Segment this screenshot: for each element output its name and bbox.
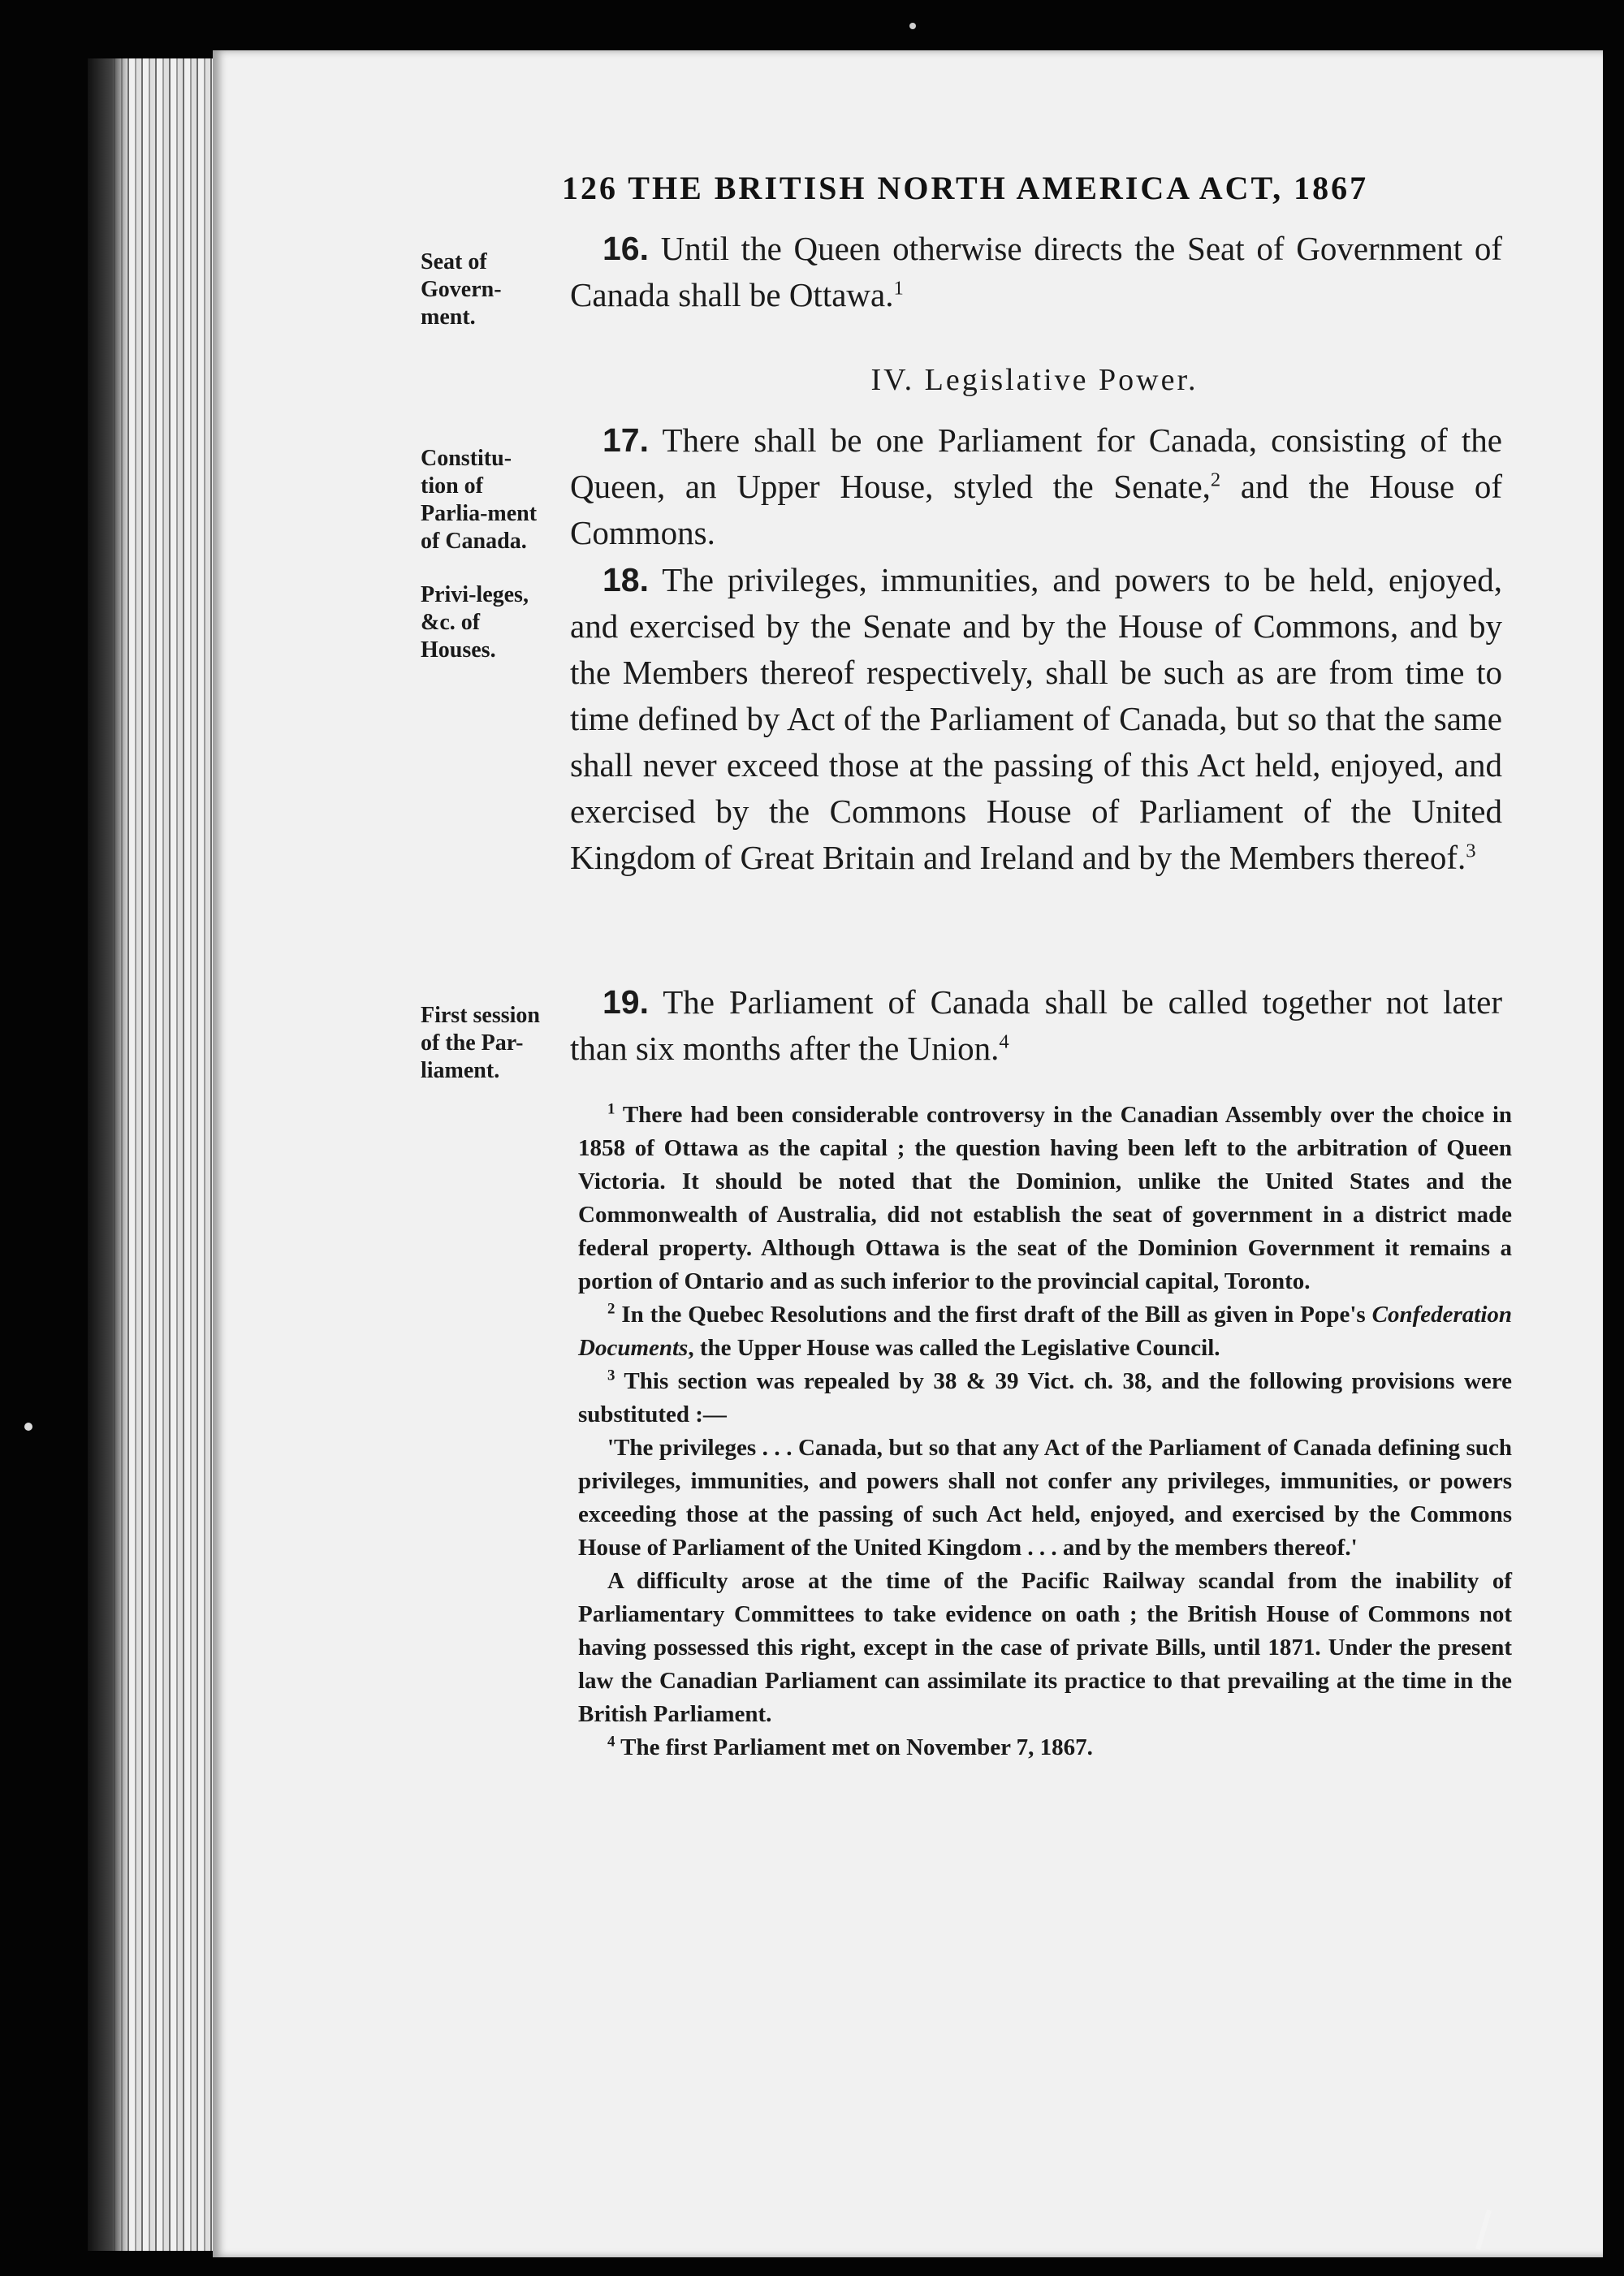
margin-note-privileges: Privi-leges, &c. of Houses. (421, 582, 529, 663)
footnote-text: The first Parliament met on November 7, 1867. (620, 1734, 1093, 1760)
footnote-2 (578, 1298, 1512, 1365)
section-16 (570, 226, 1502, 318)
section-number: 19. (603, 983, 649, 1021)
footnote-3-quote: 'The privileges . . . Canada, but so that any Act of the Parliament of Canada defining such privileges, immunities, and powers shall not confer any privileges, immunities, or powers exceeding those at the passing of such Act held, enjoyed, and exercised by the Commons House of Parliament of the United Kingdom . . . and by the members thereof.' (578, 1435, 1512, 1561)
footnote-4 (578, 1731, 1512, 1764)
margin-note-constitution: Constitu-tion of Parlia-ment of Canada. (421, 446, 538, 554)
footnote-3-continued: A difficulty arose at the time of the Pacific Railway scandal from the inability of Parliamentary Committees to take evidence on oath ; the British House of Commons not having possessed this right, except in the case of private Bills, until 1871. Under the present law the Canadian Parliament can assimilate its practice to that prevailing at the time in the British Parliament. (578, 1568, 1512, 1727)
section-19 (570, 979, 1502, 1072)
footnote-text: In the Quebec Resolutions and the first draft of the Bill as given in Pope's (621, 1302, 1372, 1328)
section-text: Until the Queen otherwise directs the Seat of Government of Canada shall be Ottawa. (570, 230, 1502, 313)
footnote-text: There had been considerable controversy in the Canadian Assembly over the choice in 1858 of Ottawa as the capital ; the question having been left to the arbitration of Queen Victoria. It should be noted that the Dominion, unlike the United States and the Commonwealth of Australia, did not establish the seat of government in a district made federal property. Although Ottawa is the seat of the Dominion Government it remains a portion of Ontario and as such inferior to the provincial capital, Toronto. (578, 1102, 1513, 1294)
footnote-mark: 1 (607, 1100, 615, 1118)
binding-shadow (88, 58, 128, 2251)
footnote-3 (578, 1365, 1512, 1432)
part-heading: IV. Legislative Power. (870, 363, 1199, 397)
footnote-mark: 3 (607, 1367, 615, 1384)
footnote-ref: 2 (1210, 469, 1221, 491)
running-head: 126 THE BRITISH NORTH AMERICA ACT, 1867 (562, 170, 1369, 206)
footnote-ref: 1 (893, 277, 904, 300)
footnote-italic-title: Confederation Documents (578, 1302, 1513, 1361)
margin-note-first-session: First session of the Par-liament. (421, 1003, 540, 1083)
footnote-mark: 4 (607, 1733, 615, 1751)
footnotes (578, 1099, 1512, 1764)
section-text: There shall be one Parliament for Canada, consisting of the Queen, an Upper House, styled the Senate, (570, 421, 1503, 505)
section-text-continued: and the House of Commons. (570, 468, 1502, 551)
section-number: 18. (603, 561, 649, 598)
section-number: 16. (603, 230, 649, 267)
footnote-mark: 2 (607, 1300, 615, 1318)
footnote-ref: 4 (999, 1030, 1009, 1053)
scan-speck (24, 1423, 32, 1431)
section-text: The Parliament of Canada shall be called together not later than six months after the Union. (570, 983, 1502, 1067)
footnote-ref: 3 (1466, 840, 1476, 862)
scan-speck (909, 23, 916, 29)
section-text: The privileges, immunities, and powers to be held, enjoyed, and exercised by the Senate and by the House of Commons, and by the Members thereof respectively, shall be such as are from time to time defined by Act of the Parliament of Canada, but so that the same shall never exceed those at the passing of this Act held, enjoyed, and exercised by the Commons House of Parliament of the United Kingdom of Great Britain and Ireland and by the Members thereof. (570, 561, 1503, 876)
scan-mark (1471, 2209, 1496, 2252)
footnote-text: This section was repealed by 38 & 39 Vict. ch. 38, and the following provisions were substituted :— (578, 1368, 1512, 1427)
margin-note-seat: Seat of Govern-ment. (421, 249, 502, 330)
section-18 (570, 557, 1502, 881)
footnote-text-continued: , the Upper House was called the Legislative Council. (688, 1335, 1220, 1361)
section-number: 17. (603, 421, 649, 459)
footnote-1 (578, 1099, 1512, 1298)
section-17 (570, 417, 1502, 556)
